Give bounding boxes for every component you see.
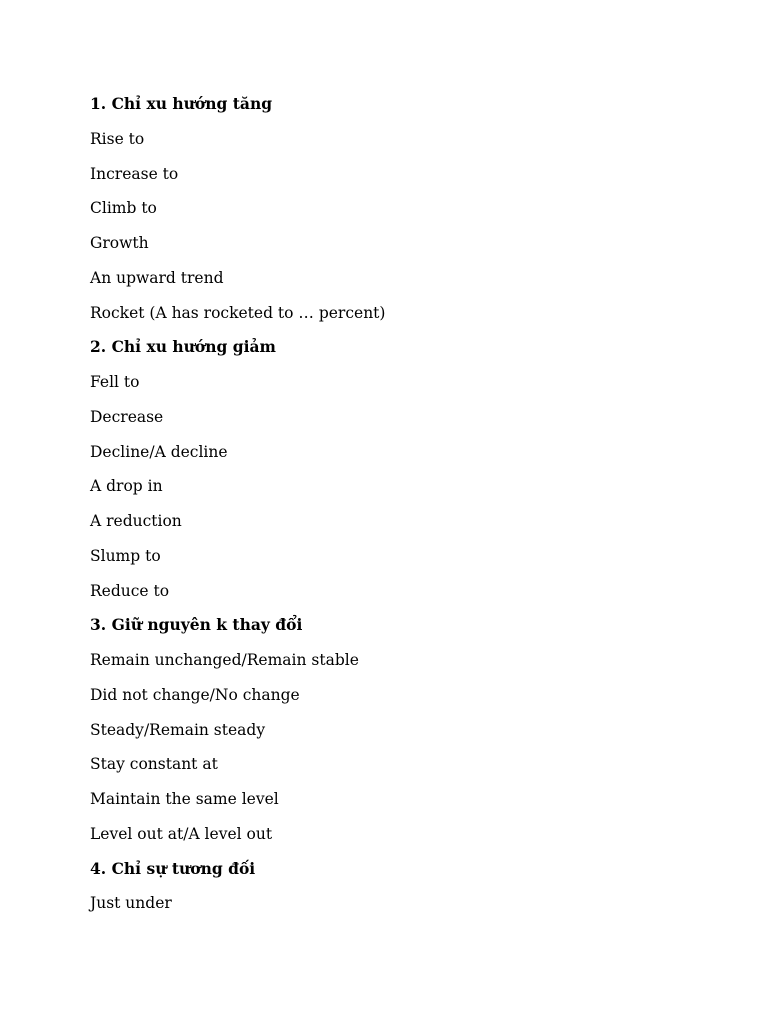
document-page (90, 92, 710, 926)
list-item: Increase to (90, 164, 179, 183)
list-item: A reduction (90, 512, 182, 530)
section-heading-increase: 1. Chỉ xu hướng tăng (90, 94, 273, 113)
list-item: Fell to (90, 373, 140, 391)
list-item: Level out at/A level out (90, 824, 273, 843)
list-item: Steady/Remain steady (90, 720, 266, 739)
list-item: Maintain the same level (90, 790, 279, 808)
list-item: A drop in (90, 477, 163, 496)
section-heading-unchanged: 3. Giữ nguyên k thay đổi (90, 615, 303, 635)
section-heading-decrease: 2. Chỉ xu hướng giảm (90, 337, 276, 357)
list-item: Rise to (90, 129, 145, 148)
list-item: Climb to (90, 199, 157, 218)
section-heading-relative: 4. Chỉ sự tương đối (90, 858, 256, 878)
list-item: Decrease (90, 407, 164, 426)
list-item: Reduce to (90, 581, 170, 600)
list-item: Rocket (A has rocketed to … percent) (90, 303, 386, 322)
list-item: Did not change/No change (90, 685, 300, 704)
list-item: Slump to (90, 546, 161, 565)
list-item: An upward trend (90, 268, 224, 287)
list-item: Remain unchanged/Remain stable (90, 651, 359, 669)
list-item: Decline/A decline (90, 442, 228, 461)
list-item: Just under (90, 894, 172, 913)
list-item: Stay constant at (90, 755, 218, 774)
list-item: Growth (90, 234, 149, 252)
